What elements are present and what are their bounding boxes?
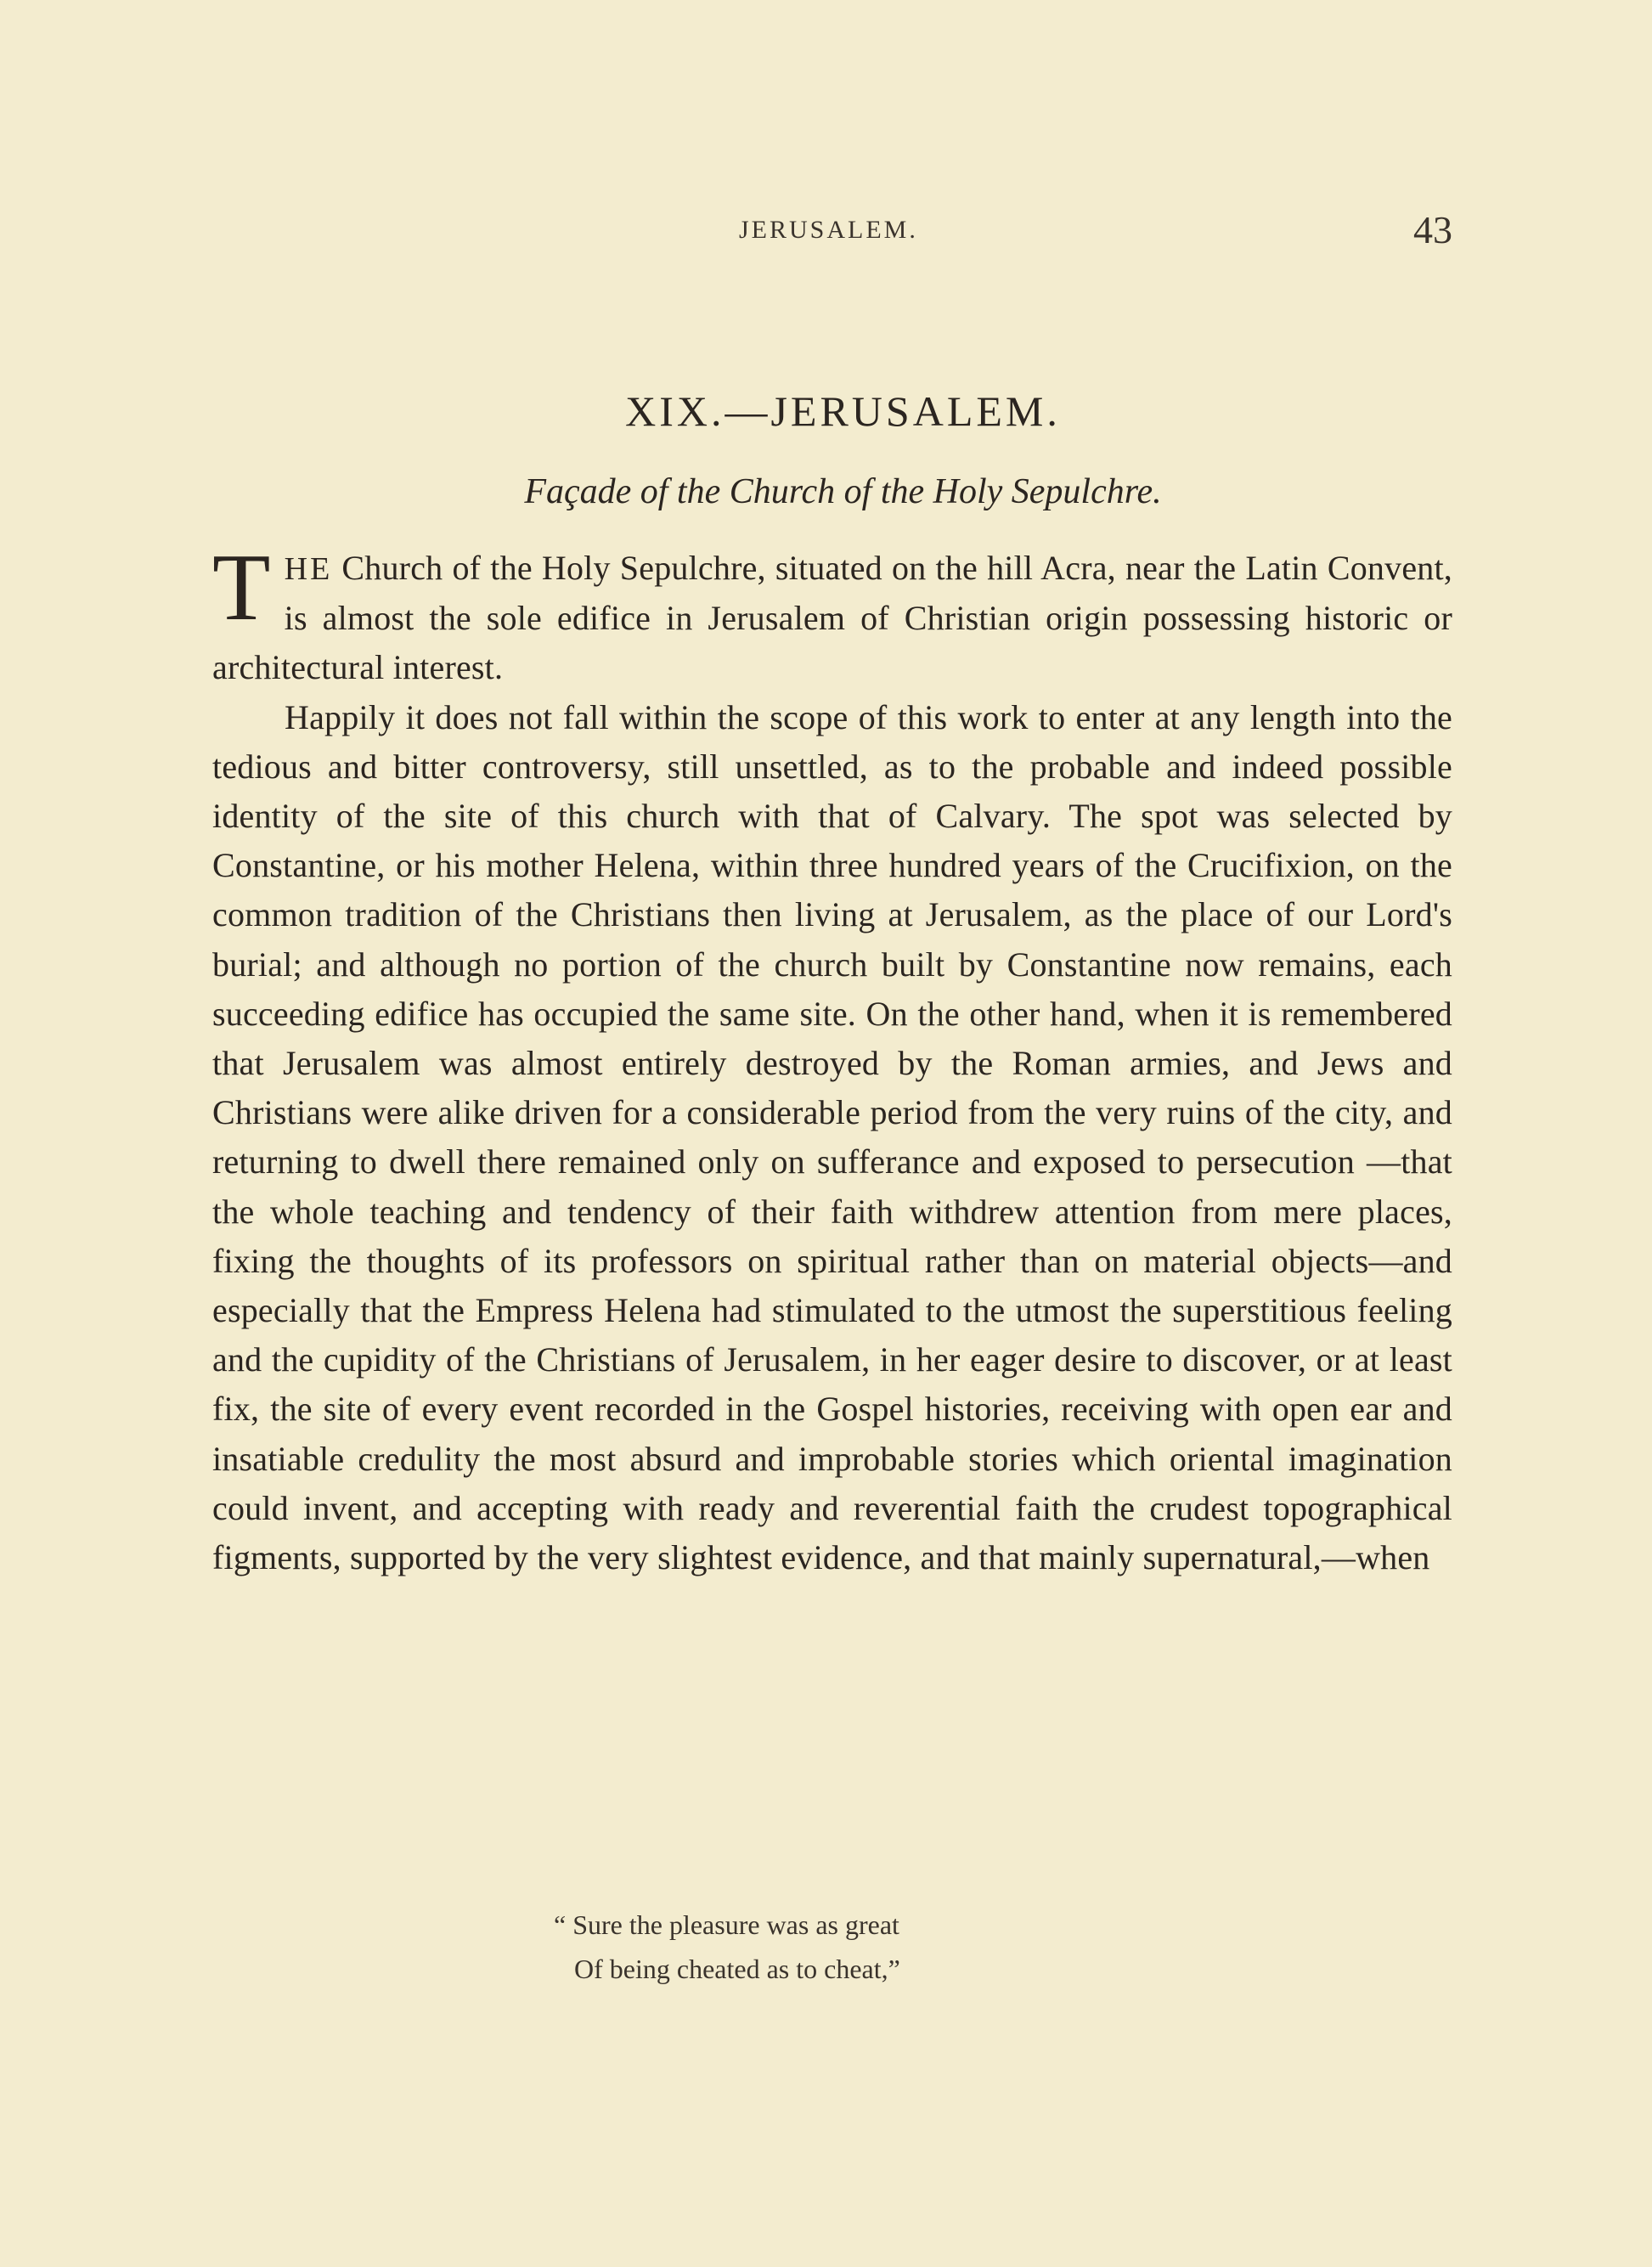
drop-cap: T (212, 535, 271, 640)
paragraph-2: Happily it does not fall within the scope of this work to enter at any length into the tedious and bitter controversy, still unsettled, as to the probable and indeed possible identity of the site of this church with that of Calvary. The spot was selected by Constantine, or his mother Helena, within three hundred years of the Crucifixion, on the common tradition of the Christians then living at Jerusalem, as the place of our Lord's burial; and although no portion of the church built by Constantine now remains, each succeeding edifice has occupied the same site. On the other hand, when it is remembered that Jerusalem was almost entirely destroyed by the Roman armies, and Jews and Christians were alike driven for a considerable period from the very ruins of the city, and returning to dwell there remained only on sufferance and exposed to persecution —that the whole teaching and tendency of their faith withdrew attention from mere places, fixing the thoughts of its professors on spiritual rather than on material objects—and especially that the Empress Helena had stimulated to the utmost the superstitious feeling and the cupidity of the Christians of Jerusalem, in her eager desire to discover, or at least fix, the site of every event recorded in the Gospel histories, receiving with open ear and insatiable credulity the most absurd and improbable stories which oriental imagination could invent, and accepting with ready and reverential faith the crudest topographical figments, supported by the very slightest evidence, and that mainly supernatural,—when (212, 697, 1452, 1577)
chapter-title: XIX.—JERUSALEM. (625, 387, 1061, 435)
paragraph-1-text: Church of the Holy Sepulchre, situated on the hill Acra, near the Latin Convent, is almost the sole edifice in Jerusalem of Christian origin possessing historic or architectural interest. (212, 549, 1452, 687)
chapter-subtitle: Façade of the Church of the Holy Sepulchre. (524, 472, 1162, 511)
first-word-smallcaps: HE (284, 551, 333, 587)
running-head (212, 208, 1452, 263)
running-title: JERUSALEM. (739, 216, 918, 244)
body-text (212, 535, 1452, 1582)
verse-quote (554, 1903, 1148, 1991)
page-number: 43 (1413, 208, 1452, 251)
paragraph-1 (212, 535, 1452, 693)
quote-line-1: “ Sure the pleasure was as great (554, 1909, 899, 1940)
quote-line-2: Of being cheated as to cheat,” (574, 1954, 900, 1984)
